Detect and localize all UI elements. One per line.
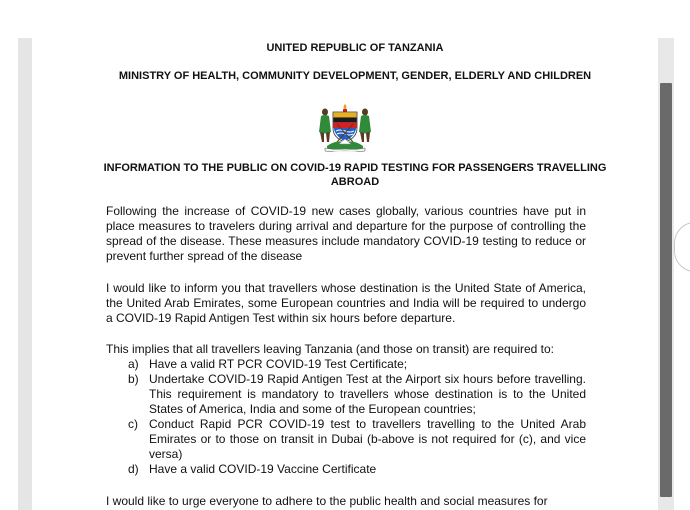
paragraph-requirements-intro: This implies that all travellers leaving Tanzania (and those on transit) are required to:: [106, 342, 555, 356]
requirements-list: [128, 357, 586, 477]
list-marker: d): [128, 462, 139, 476]
list-marker: c): [128, 417, 138, 431]
tanzania-coat-of-arms-icon: [313, 102, 377, 152]
list-item-text: Undertake COVID-19 Rapid Antigen Test at the Airport six hours before travelling. This requirement is mandatory to travellers whose destination is to the United States of America, India and some of the European countries;: [149, 372, 586, 416]
left-gutter: [18, 38, 32, 510]
list-item-text: Have a valid COVID-19 Vaccine Certificate: [149, 462, 377, 476]
country-heading: UNITED REPUBLIC OF TANZANIA: [266, 42, 444, 54]
list-marker: b): [128, 372, 139, 386]
paragraph-background: Following the increase of COVID-19 new cases globally, various countries have put in place measures to travelers during arrival and departure for the purpose of controlling the spread of the disease. These measures include mandatory COVID-19 testing to reduce or prevent further spread of the disease: [106, 204, 586, 263]
list-item: [128, 372, 586, 417]
list-item-text: Conduct Rapid PCR COVID-19 test to travellers travelling to the United Arab Emirates or to those on transit in Dubai (b-above is not required for (c), and vice versa): [149, 417, 586, 461]
document-title: INFORMATION TO THE PUBLIC ON COVID-19 RAPID TESTING FOR PASSENGERS TRAVELLING ABROAD: [103, 162, 607, 188]
paragraph-destinations: I would like to inform you that travellers whose destination is the United State of America, the United Arab Emirates, some European countries and India will be required to undergo a COVID-19 Rapid Antigen Test within six hours before departure.: [106, 281, 586, 325]
side-panel-handle[interactable]: [674, 222, 690, 272]
list-item: [128, 417, 586, 462]
paragraph-closing: I would like to urge everyone to adhere to the public health and social measures for: [106, 494, 548, 508]
ministry-heading: MINISTRY OF HEALTH, COMMUNITY DEVELOPMENT, GENDER, ELDERLY AND CHILDREN: [118, 70, 592, 82]
list-item: [128, 462, 586, 477]
list-item-text: Have a valid RT PCR COVID-19 Test Certificate;: [149, 357, 408, 371]
vertical-scrollbar-thumb[interactable]: [660, 83, 672, 497]
list-item: [128, 357, 586, 372]
list-marker: a): [128, 357, 139, 371]
